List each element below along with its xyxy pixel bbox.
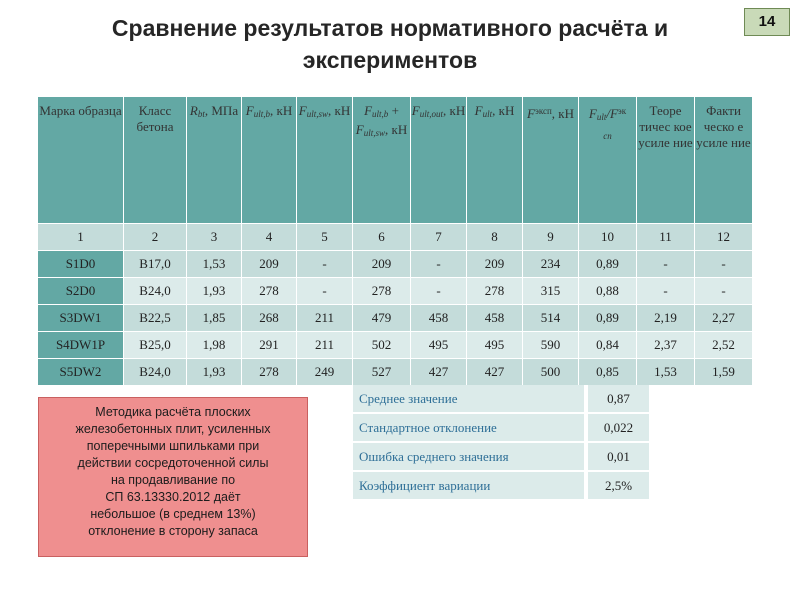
cell-concrete-class: B17,0 [124, 251, 187, 278]
cell-fult: 427 [467, 359, 523, 386]
stat-row [353, 442, 649, 471]
statistics-table [353, 385, 649, 501]
note-line: небольшое (в среднем 13%) [90, 507, 256, 521]
note-line: железобетонных плит, усиленных [75, 422, 271, 436]
page-number-badge: 14 [744, 8, 790, 36]
note-line: СП 63.13330.2012 даёт [105, 490, 241, 504]
table-row [38, 305, 753, 332]
table-header-row [38, 97, 753, 224]
cell-fult-sw: 211 [297, 332, 353, 359]
header-theoretical: Теоре тичес кое усиле ние [637, 97, 695, 224]
cell-actual: 2,52 [695, 332, 753, 359]
col-number: 4 [242, 224, 297, 251]
header-concrete-class: Класс бетона [124, 97, 187, 224]
header-fult: $F_{ult}$, кН [467, 97, 523, 224]
cell-fult-b: 268 [242, 305, 297, 332]
cell-fexp: 315 [523, 278, 579, 305]
col-number: 8 [467, 224, 523, 251]
cell-fult-b: 278 [242, 278, 297, 305]
cell-actual: - [695, 251, 753, 278]
column-number-row [38, 224, 753, 251]
cell-actual: - [695, 278, 753, 305]
table-body [38, 251, 753, 386]
cell-concrete-class: B22,5 [124, 305, 187, 332]
cell-actual: 1,59 [695, 359, 753, 386]
cell-fult: 209 [467, 251, 523, 278]
cell-theoretical: - [637, 278, 695, 305]
table-row [38, 359, 753, 386]
cell-fexp: 500 [523, 359, 579, 386]
cell-rbt: 1,98 [187, 332, 242, 359]
cell-theoretical: 2,37 [637, 332, 695, 359]
table-row [38, 332, 753, 359]
cell-rbt: 1,93 [187, 278, 242, 305]
results-table [37, 96, 753, 386]
cell-fexp: 234 [523, 251, 579, 278]
cell-ratio: 0,85 [579, 359, 637, 386]
stat-value: 0,01 [586, 442, 649, 471]
cell-fult-b: 291 [242, 332, 297, 359]
header-fult-sum: $F_{ult,b} + F_{ult,sw}$, кН [353, 97, 411, 224]
cell-concrete-class: B25,0 [124, 332, 187, 359]
title-line-1: Сравнение результатов нормативного расчёта и [111, 15, 669, 41]
cell-fult-sw: - [297, 278, 353, 305]
note-line: поперечными шпильками при [86, 439, 260, 453]
stat-value: 0,022 [586, 413, 649, 442]
header-actual: Факти ческо е усиле ние [695, 97, 753, 224]
note-line: Методика расчёта плоских [95, 405, 251, 419]
col-number: 6 [353, 224, 411, 251]
cell-fult: 495 [467, 332, 523, 359]
col-number: 3 [187, 224, 242, 251]
cell-fult-sum: 278 [353, 278, 411, 305]
stat-label: Коэффициент вариации [353, 471, 586, 500]
cell-fult-out: 427 [411, 359, 467, 386]
col-number: 10 [579, 224, 637, 251]
cell-ratio: 0,89 [579, 251, 637, 278]
stat-value: 0,87 [586, 385, 649, 413]
cell-fult: 458 [467, 305, 523, 332]
header-mark: Марка образца [38, 97, 124, 224]
cell-fexp: 590 [523, 332, 579, 359]
header-fult-b: $F_{ult,b}$, кН [242, 97, 297, 224]
stat-label: Среднее значение [353, 385, 586, 413]
header-rbt: $R_{bt}$, МПа [187, 97, 242, 224]
header-fult-sw: $F_{ult,sw}$, кН [297, 97, 353, 224]
cell-fult-sw: - [297, 251, 353, 278]
cell-fult-out: - [411, 278, 467, 305]
title-line-2: экспериментов [302, 47, 478, 73]
cell-fult-sum: 479 [353, 305, 411, 332]
header-ratio: $F_{ult}/F^{эк}$ $_{сп}$ [579, 97, 637, 224]
cell-mark: S1D0 [38, 251, 124, 278]
cell-fult-sum: 527 [353, 359, 411, 386]
stat-label: Стандартное отклонение [353, 413, 586, 442]
col-number: 11 [637, 224, 695, 251]
cell-fult-out: 495 [411, 332, 467, 359]
cell-theoretical: 2,19 [637, 305, 695, 332]
table-row [38, 251, 753, 278]
col-number: 9 [523, 224, 579, 251]
cell-concrete-class: B24,0 [124, 278, 187, 305]
cell-rbt: 1,93 [187, 359, 242, 386]
cell-mark: S2D0 [38, 278, 124, 305]
table-row [38, 278, 753, 305]
stat-row [353, 413, 649, 442]
cell-mark: S4DW1P [38, 332, 124, 359]
conclusion-note [38, 397, 308, 557]
page-title [40, 12, 740, 76]
stat-row [353, 385, 649, 413]
note-line: на продавливание по [110, 473, 236, 487]
cell-fult-out: 458 [411, 305, 467, 332]
col-number: 2 [124, 224, 187, 251]
cell-mark: S5DW2 [38, 359, 124, 386]
stat-row [353, 471, 649, 500]
cell-ratio: 0,89 [579, 305, 637, 332]
cell-rbt: 1,85 [187, 305, 242, 332]
cell-fult-sum: 502 [353, 332, 411, 359]
cell-fult-out: - [411, 251, 467, 278]
col-number: 5 [297, 224, 353, 251]
cell-mark: S3DW1 [38, 305, 124, 332]
cell-concrete-class: B24,0 [124, 359, 187, 386]
cell-theoretical: 1,53 [637, 359, 695, 386]
note-line: действии сосредоточенной силы [77, 456, 269, 470]
stat-value: 2,5% [586, 471, 649, 500]
cell-actual: 2,27 [695, 305, 753, 332]
stat-label: Ошибка среднего значения [353, 442, 586, 471]
col-number: 7 [411, 224, 467, 251]
cell-fexp: 514 [523, 305, 579, 332]
cell-fult-sw: 211 [297, 305, 353, 332]
cell-fult-b: 209 [242, 251, 297, 278]
cell-ratio: 0,88 [579, 278, 637, 305]
cell-rbt: 1,53 [187, 251, 242, 278]
cell-theoretical: - [637, 251, 695, 278]
col-number: 1 [38, 224, 124, 251]
header-fexp: $F^{эксп}$, кН [523, 97, 579, 224]
header-fult-out: $F_{ult,out}$, кН [411, 97, 467, 224]
cell-fult: 278 [467, 278, 523, 305]
cell-ratio: 0,84 [579, 332, 637, 359]
col-number: 12 [695, 224, 753, 251]
cell-fult-sum: 209 [353, 251, 411, 278]
cell-fult-sw: 249 [297, 359, 353, 386]
cell-fult-b: 278 [242, 359, 297, 386]
note-line: отклонение в сторону запаса [88, 524, 258, 538]
